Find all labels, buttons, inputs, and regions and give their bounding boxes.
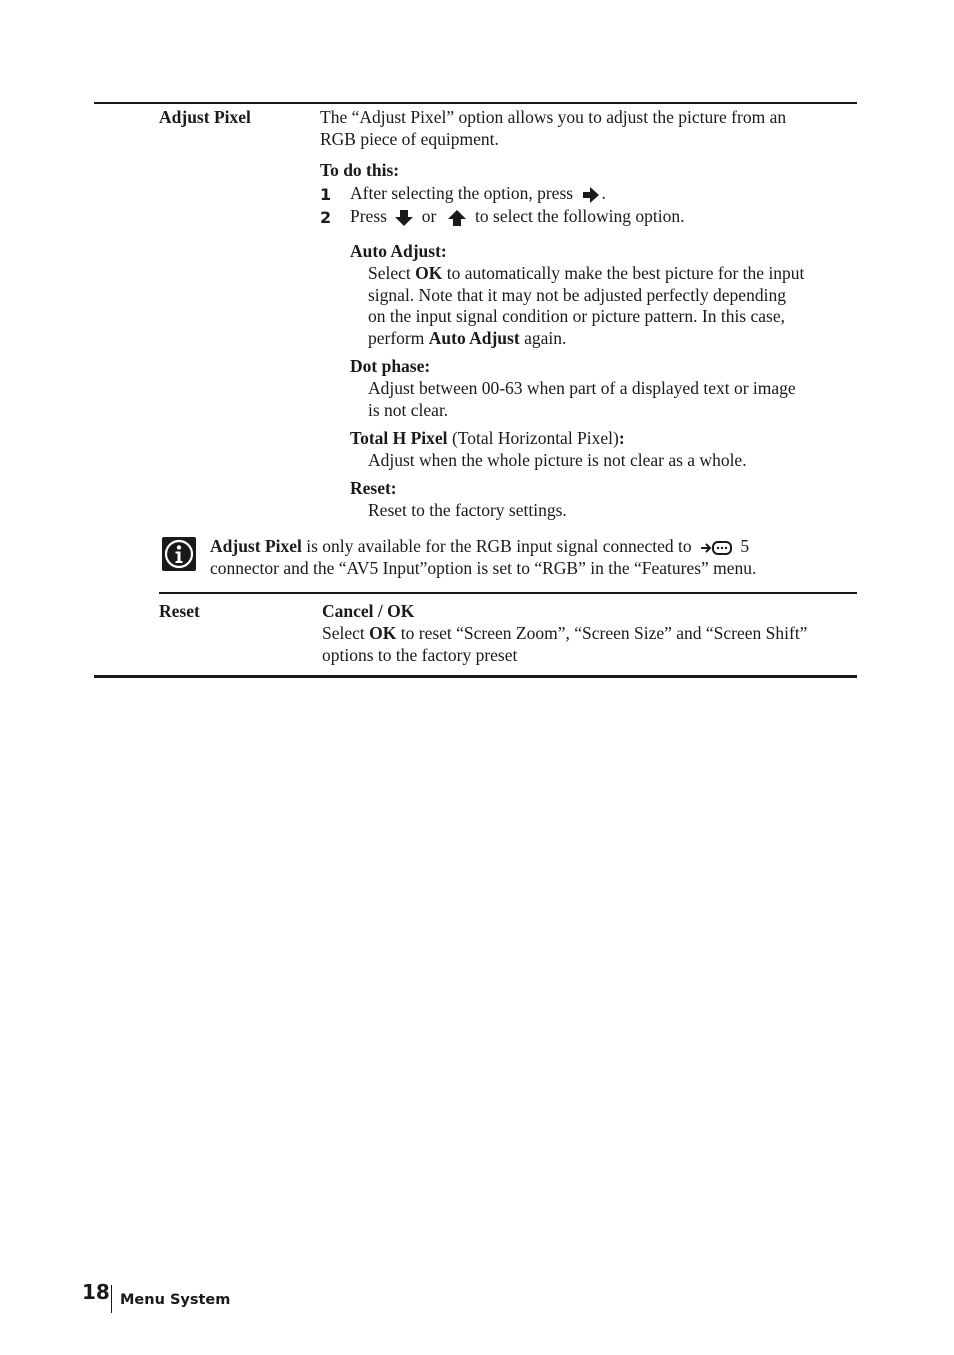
top-rule	[94, 102, 857, 104]
info-icon-glyph	[162, 537, 196, 571]
reset-description	[322, 623, 862, 666]
auto-adjust-line-1	[368, 263, 858, 285]
dot-phase-line-2: is not clear.	[368, 399, 449, 420]
total-h-pixel-title	[350, 428, 625, 450]
step-2-text: to select the following option.	[475, 206, 685, 226]
total-h-pixel-title-bold: Total H Pixel	[350, 428, 448, 448]
step-2-or: or	[421, 206, 437, 226]
reset-option-text: Reset to the factory settings.	[368, 500, 567, 520]
dot-phase-text	[368, 378, 858, 421]
auto-adjust-l4-pre: perform	[368, 327, 429, 348]
step-2-number: 2	[320, 208, 332, 227]
reset-line-2: options to the factory preset	[322, 644, 518, 665]
auto-adjust-text	[368, 263, 858, 349]
note-line-1	[210, 536, 860, 558]
dot-phase-title: Dot phase:	[350, 356, 431, 376]
note-bold-term: Adjust Pixel	[210, 536, 302, 556]
auto-adjust-l1-post: to automatically make the best picture for the input	[442, 263, 805, 283]
todo-heading: To do this:	[320, 160, 400, 180]
total-h-pixel-title-rest: (Total Horizontal Pixel)	[447, 428, 619, 448]
auto-adjust-l4-bold: Auto Adjust	[428, 327, 520, 348]
adjust-pixel-intro	[320, 107, 860, 150]
down-arrow-icon	[394, 209, 414, 227]
page-number: 18	[82, 1280, 110, 1304]
step-1-number: 1	[320, 185, 332, 204]
auto-adjust-line-2: signal. Note that it may not be adjusted perfectly depending	[368, 284, 786, 305]
step-2	[350, 206, 685, 228]
note-connector-number: 5	[740, 536, 750, 556]
reset-l1-bold: OK	[369, 623, 397, 643]
reset-line-1	[322, 623, 862, 645]
auto-adjust-l1-pre: Select	[368, 263, 416, 283]
reset-l1-post: to reset “Screen Zoom”, “Screen Size” and “Screen Shift”	[396, 623, 808, 643]
reset-term: Reset	[159, 601, 200, 621]
right-arrow-icon	[581, 186, 601, 204]
intro-line-1: The “Adjust Pixel” option allows you to adjust the picture from an	[320, 107, 787, 127]
auto-adjust-line-4	[368, 328, 858, 350]
auto-adjust-l4-post: again.	[519, 327, 567, 348]
dot-phase-line-1: Adjust between 00-63 when part of a displayed text or image	[368, 378, 796, 398]
reset-l1-pre: Select	[322, 623, 370, 643]
auto-adjust-title: Auto Adjust:	[350, 241, 447, 261]
step-2-press: Press	[350, 206, 387, 226]
footer-divider	[111, 1285, 112, 1313]
intro-line-2: RGB piece of equipment.	[320, 128, 499, 149]
auto-adjust-line-3: on the input signal condition or picture pattern. In this case,	[368, 306, 785, 326]
bottom-rule	[94, 675, 857, 678]
step-1-period: .	[601, 183, 606, 203]
note-text	[210, 536, 860, 579]
reset-option-title: Reset:	[350, 478, 397, 498]
total-h-pixel-text: Adjust when the whole picture is not clear as a whole.	[368, 450, 747, 470]
note-line-2: connector and the “AV5 Input”option is set to “RGB” in the “Features” menu.	[210, 557, 757, 578]
info-icon	[162, 537, 196, 571]
step-1-text: After selecting the option, press	[350, 183, 574, 203]
step-1	[350, 183, 606, 205]
auto-adjust-l1-bold: OK	[415, 263, 443, 283]
up-arrow-icon	[447, 209, 467, 227]
connector-input-icon	[700, 540, 734, 556]
section-rule	[159, 592, 857, 594]
adjust-pixel-term: Adjust Pixel	[159, 107, 251, 127]
total-h-pixel-colon: :	[618, 428, 625, 448]
section-name: Menu System	[120, 1292, 231, 1308]
note-line-1-text: is only available for the RGB input signal connected to	[301, 536, 692, 556]
reset-heading: Cancel / OK	[322, 601, 415, 621]
